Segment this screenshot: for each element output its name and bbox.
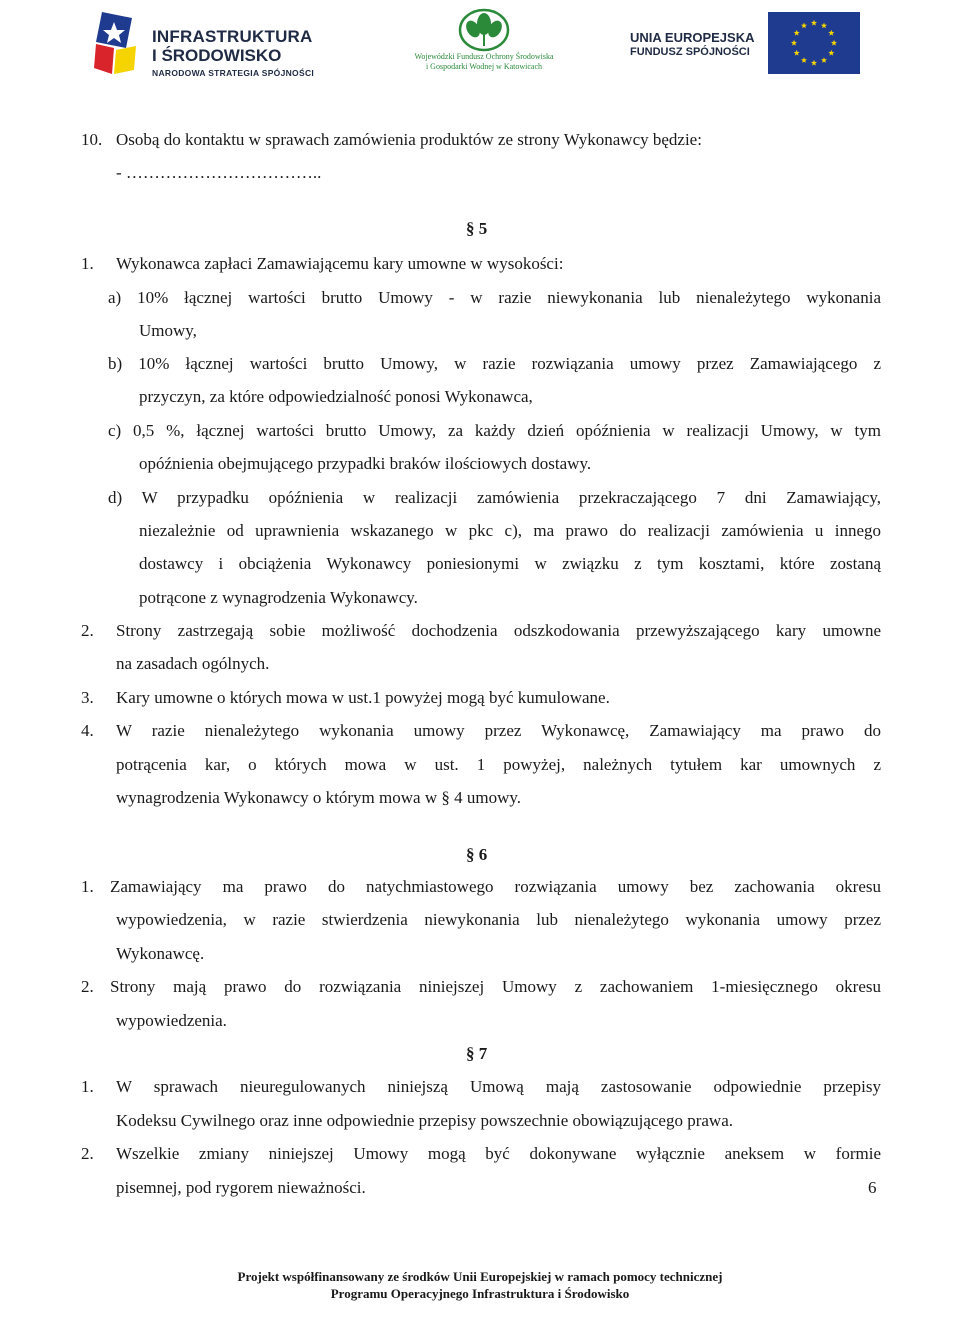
s5-item-2-number: 2. [81, 621, 94, 640]
s5-item-2-line1: Strony zastrzegają sobie możliwość dochodzenia odszkodowania przewyższającego kary umowne [116, 621, 881, 640]
s5-item-a-line2: Umowy, [139, 321, 197, 340]
wfosigw-logo [414, 8, 554, 84]
s5-item-d-line3: dostawcy i obciążenia Wykonawcy poniesionymi w związku z tym kosztami, które zostaną [139, 554, 881, 573]
footer-line1: Projekt współfinansowany ze środków Unii Europejskiej w ramach pomocy technicznej [237, 1269, 723, 1284]
s5-item-1-number: 1. [81, 254, 94, 273]
s5-item-1-text: Wykonawca zapłaci Zamawiającemu kary umowne w wysokości: [116, 254, 564, 273]
s5-item-a-line1: a) 10% łącznej wartości brutto Umowy - w razie niewykonania lub nienależytego wykonania [108, 288, 881, 307]
s6-item-1-number: 1. [81, 877, 94, 896]
s5-item-d-line4: potrącone z wynagrodzenia Wykonawcy. [139, 588, 418, 607]
logo-left-line2: I ŚRODOWISKO [152, 46, 282, 65]
section-6-heading: § 6 [466, 845, 488, 864]
s7-item-1-line1: W sprawach nieuregulowanych niniejszą Umową mają zastosowanie odpowiednie przepisy [116, 1077, 881, 1096]
logo-left-line3: NARODOWA STRATEGIA SPÓJNOŚCI [152, 68, 315, 78]
s6-item-1-line1: Zamawiający ma prawo do natychmiastowego rozwiązania umowy bez zachowania okresu [110, 877, 881, 896]
s5-item-3-text: Kary umowne o których mowa w ust.1 powyżej mogą być kumulowane. [116, 688, 610, 707]
s7-item-2-line1: Wszelkie zmiany niniejszej Umowy mogą być dokonywane wyłącznie aneksem w formie [116, 1144, 881, 1163]
s7-item-1-line2: Kodeksu Cywilnego oraz inne odpowiednie przepisy powszechnie obowiązującego prawa. [116, 1111, 733, 1130]
s7-item-1-number: 1. [81, 1077, 94, 1096]
logo-right-line2: FUNDUSZ SPÓJNOŚCI [630, 46, 750, 58]
s5-item-d-line2: niezależnie od uprawnienia wskazanego w pkc c), ma prawo do realizacji zamówienia u innego [139, 521, 881, 540]
item-10-contact-line: - …………………………….. [116, 163, 322, 182]
s6-item-1-line2: wypowiedzenia, w razie stwierdzenia niewykonania lub nienależytego wykonania umowy przez [116, 910, 881, 929]
logo-left-line1: INFRASTRUKTURA [152, 27, 313, 46]
infrastruktura-srodowisko-logo [92, 8, 332, 78]
logo-right-line1: UNIA EUROPEJSKA [630, 30, 755, 45]
s7-item-2-number: 2. [81, 1144, 94, 1163]
s6-item-2-number: 2. [81, 977, 94, 996]
s5-item-c-line1: c) 0,5 %, łącznej wartości brutto Umowy, za każdy dzień opóźnienia w realizacji Umowy, w tym [108, 421, 881, 440]
footer-line2: Programu Operacyjnego Infrastruktura i Środowisko [330, 1286, 630, 1301]
logo-center-line1: Wojewódzki Fundusz Ochrony Środowiska [414, 52, 554, 61]
s5-item-4-line1: W razie nienależytego wykonania umowy przez Wykonawcę, Zamawiający ma prawo do [116, 721, 881, 740]
section-5-heading: § 5 [466, 219, 488, 238]
s5-item-4-line2: potrącenia kar, o których mowa w ust. 1 powyżej, należnych tytułem kar umownych z [116, 755, 881, 774]
logo-center-line2: i Gospodarki Wodnej w Katowicach [425, 62, 543, 71]
s5-item-4-line3: wynagrodzenia Wykonawcy o którym mowa w § 4 umowy. [116, 788, 522, 807]
section-7-heading: § 7 [466, 1044, 488, 1063]
s5-item-b-line1: b) 10% łącznej wartości brutto Umowy, w razie rozwiązania umowy przez Zamawiającego z [108, 354, 881, 373]
s5-item-2-line2: na zasadach ogólnych. [116, 654, 270, 673]
s5-item-4-number: 4. [81, 721, 94, 740]
leaf-emblem-icon [458, 8, 510, 52]
s6-item-2-line2: wypowiedzenia. [116, 1011, 227, 1030]
page-header [0, 0, 960, 90]
s7-item-2-line2: pisemnej, pod rygorem nieważności. [116, 1178, 366, 1197]
item-10-text: Osobą do kontaktu w sprawach zamówienia produktów ze strony Wykonawcy będzie: [116, 130, 702, 149]
page-number: 6 [868, 1178, 877, 1197]
star-emblem-icon [92, 8, 140, 78]
ue-fundusz-spojnosci-logo [630, 12, 862, 76]
s5-item-b-line2: przyczyn, za które odpowiedzialność ponosi Wykonawca, [139, 387, 533, 406]
s5-item-c-line2: opóźnienia obejmującego przypadki braków ilościowych dostawy. [139, 454, 592, 473]
s6-item-1-line3: Wykonawcę. [116, 944, 205, 963]
eu-flag-icon [768, 12, 860, 74]
item-10-number: 10. [81, 130, 103, 149]
s5-item-3-number: 3. [81, 688, 94, 707]
s6-item-2-line1: Strony mają prawo do rozwiązania niniejszej Umowy z zachowaniem 1-miesięcznego okresu [110, 977, 881, 996]
s5-item-d-line1: d) W przypadku opóźnienia w realizacji zamówienia przekraczającego 7 dni Zamawiający, [108, 488, 881, 507]
